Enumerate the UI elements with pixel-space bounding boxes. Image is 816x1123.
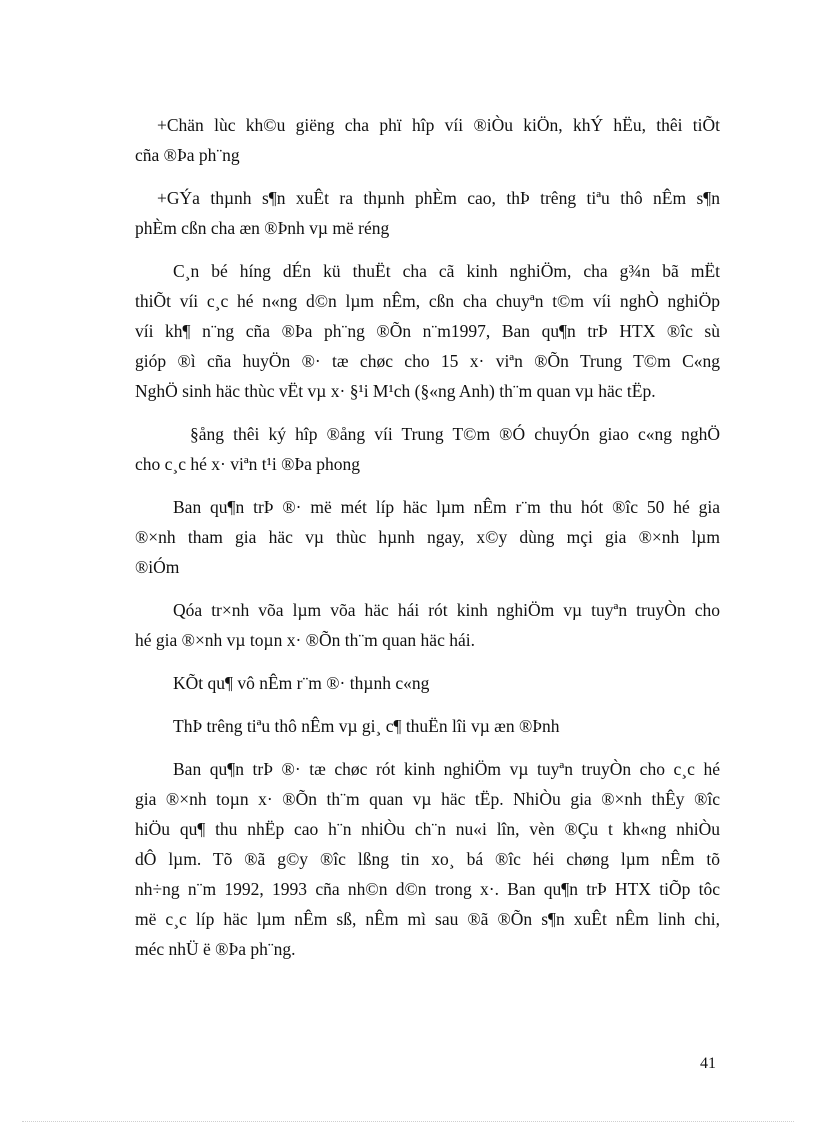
paragraph-line: hiÖu qu¶ thu nhËp cao h¨n nhiÒu ch¨n nu«i lîn, vèn ®Çu t kh«ng nhiÒu	[135, 819, 720, 839]
paragraph-line: ®iÓm	[135, 557, 180, 577]
paragraph-line: Qóa tr×nh võa lµm võa häc hái rót kinh nghiÖm vµ tuyªn truyÒn cho	[173, 600, 720, 620]
paragraph-line: thiÕt víi c¸c hé n«ng d©n lµm nÊm, cßn cha chuyªn t©m víi nghÒ nghiÖp	[135, 291, 720, 311]
paragraph-line: gióp ®ì cña huyÖn ®· tæ chøc cho 15 x· viªn ®Õn Trung T©m C«ng	[135, 351, 720, 371]
paragraph-6	[135, 595, 720, 655]
paragraph-5	[135, 492, 720, 582]
paragraph-line: gia ®×nh toµn x· ®Õn th¨m quan vµ häc tËp. NhiÒu gia ®×nh thÊy ®îc	[135, 789, 720, 809]
paragraph-2	[135, 183, 720, 243]
paragraph-line: cña ®Þa ph¨ng	[135, 145, 240, 165]
paragraph-line: Ban qu¶n trÞ ®· tæ chøc rót kinh nghiÖm vµ tuyªn truyÒn cho c¸c hé	[173, 759, 720, 779]
paragraph-line: +Chän lùc kh©u giëng cha phï hîp víi ®iÒu kiÖn, khÝ hËu, thêi tiÕt	[157, 115, 720, 135]
paragraph-4	[135, 419, 720, 479]
paragraph-line: méc nhÜ ë ®Þa ph¨ng.	[135, 939, 296, 959]
paragraph-line: dÔ lµm. Tõ ®ã g©y ®îc lßng tin xo¸ bá ®îc héi chøng lµm nÊm tõ	[135, 849, 720, 869]
paragraph-line: phÈm cßn cha æn ®Þnh vµ më réng	[135, 218, 390, 238]
paragraph-9	[135, 754, 720, 964]
paragraph-line: më c¸c líp häc lµm nÊm sß, nÊm mì sau ®ã ®Õn s¶n xuÊt nÊm linh chi,	[135, 909, 720, 929]
paragraph-line: nh÷ng n¨m 1992, 1993 cña nh©n d©n trong x·. Ban qu¶n trÞ HTX tiÕp tôc	[135, 879, 720, 899]
paragraph-7	[135, 668, 720, 698]
paragraph-line: §ång thêi ký hîp ®ång víi Trung T©m ®Ó chuyÓn giao c«ng nghÖ	[190, 424, 720, 444]
paragraph-line: hé gia ®×nh vµ toµn x· ®Õn th¨m quan häc hái.	[135, 630, 475, 650]
paragraph-8	[135, 711, 720, 741]
paragraph-line: Ban qu¶n trÞ ®· më mét líp häc lµm nÊm r¨m thu hót ®îc 50 hé gia	[173, 497, 720, 517]
paragraph-line: C¸n bé híng dÉn kü thuËt cha cã kinh nghiÖm, cha g¾n bã mËt	[173, 261, 720, 281]
paragraph-line: ®×nh tham gia häc vµ thùc hµnh ngay, x©y dùng mçi gia ®×nh lµm	[135, 527, 720, 547]
paragraph-line: KÕt qu¶ vô nÊm r¨m ®· thµnh c«ng	[173, 673, 430, 693]
paragraph-line: +GÝa thµnh s¶n xuÊt ra thµnh phÈm cao, thÞ trêng tiªu thô nÊm s¶n	[157, 188, 720, 208]
paragraph-1	[135, 110, 720, 170]
paragraph-line: NghÖ sinh häc thùc vËt vµ x· §¹i M¹ch (§«ng Anh) th¨m quan vµ häc tËp.	[135, 381, 656, 401]
paragraph-3	[135, 256, 720, 406]
paragraph-line: víi kh¶ n¨ng cña ®Þa ph¨ng ®Õn n¨m1997, Ban qu¶n trÞ HTX ®îc sù	[135, 321, 720, 341]
page-bottom-divider	[22, 1121, 794, 1122]
document-body	[135, 110, 720, 977]
paragraph-line: cho c¸c hé x· viªn t¹i ®Þa phong	[135, 454, 361, 474]
paragraph-line: ThÞ trêng tiªu thô nÊm vµ gi¸ c¶ thuËn lîi vµ æn ®Þnh	[173, 716, 560, 736]
page-number: 41	[700, 1055, 716, 1072]
